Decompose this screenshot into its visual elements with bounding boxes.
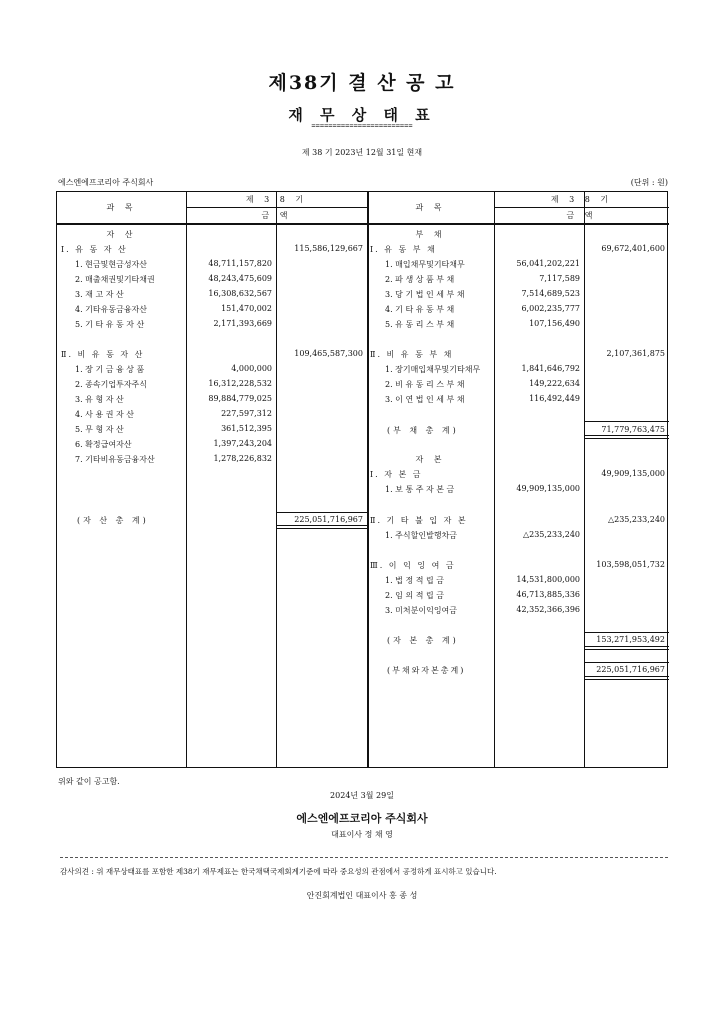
equity-item-amount: 14,531,800,000 <box>516 575 580 584</box>
equity-section-label: 자 본 <box>415 455 446 464</box>
auditor-name: 안진회계법인 대표이사 홍 종 성 <box>306 891 418 900</box>
equity-item-label: 3. 미처분이익잉여금 <box>385 606 457 615</box>
total-liabilities-equity-amount: 225,051,716,967 <box>596 665 665 674</box>
col-header-period-left: 제 3 8 기 <box>245 195 308 204</box>
asset-item-label: 2. 종속기업투자주식 <box>75 380 147 389</box>
announcement-date: 2024년 3월 29일 <box>330 791 394 800</box>
retained-earnings-label: Ⅲ. 이 익 잉 여 금 <box>370 561 456 570</box>
asset-item-amount: 16,312,228,532 <box>208 379 272 388</box>
noncurrent-assets-total: 109,465,587,300 <box>294 349 363 358</box>
current-liabilities-total: 69,672,401,600 <box>601 244 665 253</box>
asset-item-amount: 227,597,312 <box>221 409 272 418</box>
total-equity-amount: 153,271,953,492 <box>596 635 665 644</box>
asset-item-label: 4. 사 용 권 자 산 <box>75 410 134 419</box>
current-liabilities-label: Ⅰ. 유 동 부 채 <box>370 245 437 254</box>
liability-item-label: 2. 비 유 동 리 스 부 채 <box>385 380 465 389</box>
liability-item-amount: 1,841,646,792 <box>521 364 580 373</box>
liability-item-amount: 7,117,589 <box>539 274 580 283</box>
asset-item-label: 2. 매출채권및기타채권 <box>75 275 155 284</box>
footer-divider <box>60 857 668 858</box>
statement-title: 재 무 상 태 표 <box>288 106 436 124</box>
liability-item-amount: 6,002,235,777 <box>521 304 580 313</box>
equity-item-label: 1. 주식할인발행차금 <box>385 531 457 540</box>
total-assets-label: (자 산 총 계) <box>77 516 149 525</box>
liability-item-label: 1. 매입채무및기타채무 <box>385 260 465 269</box>
liability-item-label: 1. 장기매입채무및기타채무 <box>385 365 481 374</box>
title-divider: ======================== <box>311 122 413 130</box>
unit-label: (단위 : 원) <box>630 178 668 187</box>
noncurrent-liabilities-total: 2,107,361,875 <box>606 349 665 358</box>
ceo-name: 대표이사 정 채 영 <box>331 830 393 839</box>
col-header-item-left: 과 목 <box>106 203 137 212</box>
announcement-note: 위와 같이 공고함. <box>58 777 120 786</box>
balance-sheet-table <box>56 191 668 768</box>
assets-section-label: 자 산 <box>106 230 137 239</box>
total-equity-label: (자 본 총 계) <box>387 636 459 645</box>
asset-item-label: 4. 기타유동금융자산 <box>75 305 147 314</box>
col-header-item-right: 과 목 <box>415 203 446 212</box>
notice-title: 제38기 결 산 공 고 <box>268 72 456 94</box>
liability-item-label: 4. 기 타 유 동 부 채 <box>385 305 455 314</box>
liability-item-amount: 116,492,449 <box>529 394 580 403</box>
asset-item-amount: 48,243,475,609 <box>208 274 272 283</box>
total-liabilities-equity-label: (부채와자본총계) <box>387 666 466 675</box>
equity-item-label: 1. 법 정 적 립 금 <box>385 576 444 585</box>
total-assets-amount: 225,051,716,967 <box>294 515 363 524</box>
capital-stock-label: Ⅰ. 자 본 금 <box>370 470 423 479</box>
total-liabilities-label: (부 채 총 계) <box>387 426 459 435</box>
asset-item-amount: 48,711,157,820 <box>208 259 272 268</box>
col-header-period-right: 제 3 8 기 <box>550 195 613 204</box>
equity-item-amount: 49,909,135,000 <box>516 484 580 493</box>
col-header-amount-right: 금 액 <box>566 211 597 220</box>
current-assets-label: Ⅰ. 유 동 자 산 <box>61 245 128 254</box>
other-paid-in-capital-total: △235,233,240 <box>607 515 665 524</box>
equity-item-amount: 46,713,885,336 <box>516 590 580 599</box>
asset-item-amount: 151,470,002 <box>221 304 272 313</box>
capital-stock-total: 49,909,135,000 <box>601 469 665 478</box>
liability-item-amount: 56,041,202,221 <box>516 259 580 268</box>
asset-item-amount: 2,171,393,669 <box>213 319 272 328</box>
asset-item-label: 6. 확정급여자산 <box>75 440 132 449</box>
liabilities-section-label: 부 채 <box>415 230 446 239</box>
current-assets-total: 115,586,129,667 <box>294 244 363 253</box>
equity-item-label: 1. 보 통 주 자 본 금 <box>385 485 455 494</box>
noncurrent-liabilities-label: Ⅱ. 비 유 동 부 채 <box>370 350 454 359</box>
retained-earnings-total: 103,598,051,732 <box>596 560 665 569</box>
liability-item-amount: 149,222,634 <box>529 379 580 388</box>
asset-item-label: 5. 무 형 자 산 <box>75 425 124 434</box>
liability-item-label: 5. 유 동 리 스 부 채 <box>385 320 455 329</box>
asset-item-label: 3. 유 형 자 산 <box>75 395 124 404</box>
equity-item-amount: △235,233,240 <box>522 530 580 539</box>
equity-item-amount: 42,352,366,396 <box>516 605 580 614</box>
equity-item-label: 2. 임 의 적 립 금 <box>385 591 444 600</box>
asset-item-amount: 1,278,226,832 <box>213 454 272 463</box>
liability-item-amount: 7,514,689,523 <box>521 289 580 298</box>
liability-item-amount: 107,156,490 <box>529 319 580 328</box>
asset-item-label: 5. 기 타 유 동 자 산 <box>75 320 145 329</box>
total-liabilities-amount: 71,779,763,475 <box>601 425 665 434</box>
asset-item-label: 1. 현금및현금성자산 <box>75 260 147 269</box>
company-name: 에스엔에프코리아 주식회사 <box>58 178 154 187</box>
col-header-amount-left: 금 액 <box>261 211 292 220</box>
company-signature: 에스엔에프코리아 주식회사 <box>296 812 428 825</box>
asset-item-amount: 1,397,243,204 <box>213 439 272 448</box>
other-paid-in-capital-label: Ⅱ. 기 타 불 입 자 본 <box>370 516 468 525</box>
asset-item-amount: 16,308,632,567 <box>208 289 272 298</box>
liability-item-label: 3. 당 기 법 인 세 부 채 <box>385 290 465 299</box>
asset-item-amount: 89,884,779,025 <box>208 394 272 403</box>
asset-item-amount: 361,512,395 <box>221 424 272 433</box>
asset-item-label: 1. 장 기 금 융 상 품 <box>75 365 145 374</box>
noncurrent-assets-label: Ⅱ. 비 유 동 자 산 <box>61 350 145 359</box>
asset-item-amount: 4,000,000 <box>231 364 272 373</box>
period-line: 제 38 기 2023년 12월 31일 현재 <box>301 148 423 157</box>
audit-opinion: 감사의견 : 위 재무상태표를 포함한 제38기 재무제표는 한국채택국제회계기준에 따라 중요성의 관점에서 공정하게 표시하고 있습니다. <box>60 867 497 876</box>
asset-item-label: 3. 재 고 자 산 <box>75 290 124 299</box>
liability-item-label: 3. 이 연 법 인 세 부 채 <box>385 395 465 404</box>
liability-item-label: 2. 파 생 상 품 부 채 <box>385 275 455 284</box>
asset-item-label: 7. 기타비유동금융자산 <box>75 455 155 464</box>
